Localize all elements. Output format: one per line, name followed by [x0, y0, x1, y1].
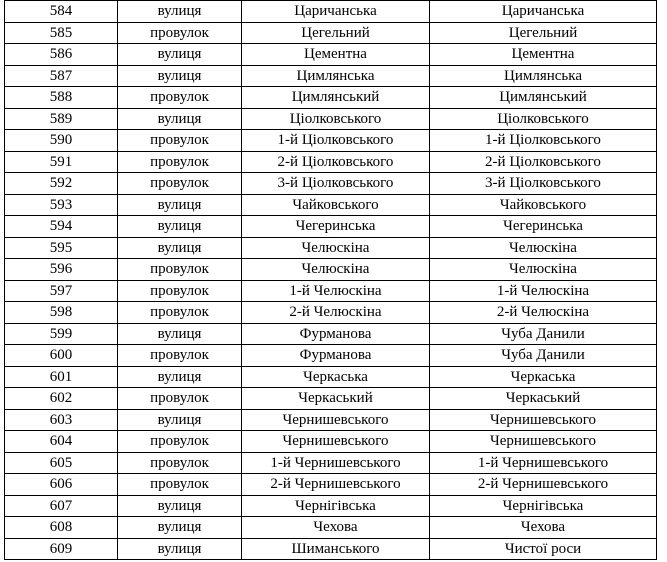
street-type-cell: провулок: [118, 302, 242, 324]
new-name-cell: Цементна: [430, 44, 657, 66]
street-type-cell: вулиця: [118, 108, 242, 130]
new-name-cell: Чистої роси: [430, 538, 657, 560]
street-type-cell: вулиця: [118, 216, 242, 238]
table-row: [5, 538, 657, 560]
row-number-cell: 598: [5, 302, 118, 324]
row-number-cell: 599: [5, 323, 118, 345]
new-name-cell: Челюскіна: [430, 237, 657, 259]
street-type-cell: вулиця: [118, 237, 242, 259]
new-name-cell: Чернишевського: [430, 409, 657, 431]
old-name-cell: 2-й Челюскіна: [242, 302, 430, 324]
old-name-cell: 1-й Чернишевського: [242, 452, 430, 474]
old-name-cell: Черкаський: [242, 388, 430, 410]
old-name-cell: Цимлянська: [242, 65, 430, 87]
old-name-cell: Цегельний: [242, 22, 430, 44]
row-number-cell: 589: [5, 108, 118, 130]
table-row: [5, 44, 657, 66]
old-name-cell: Чернишевського: [242, 431, 430, 453]
new-name-cell: Цимлянський: [430, 87, 657, 109]
table-body: [5, 1, 657, 560]
old-name-cell: Чегеринська: [242, 216, 430, 238]
row-number-cell: 600: [5, 345, 118, 367]
new-name-cell: Чуба Данили: [430, 323, 657, 345]
table-row: [5, 409, 657, 431]
table-row: [5, 237, 657, 259]
old-name-cell: Шиманського: [242, 538, 430, 560]
street-type-cell: вулиця: [118, 495, 242, 517]
table-row: [5, 431, 657, 453]
new-name-cell: Ціолковського: [430, 108, 657, 130]
old-name-cell: Чехова: [242, 517, 430, 539]
street-type-cell: вулиця: [118, 44, 242, 66]
row-number-cell: 606: [5, 474, 118, 496]
old-name-cell: Челюскіна: [242, 259, 430, 281]
table-row: [5, 1, 657, 23]
old-name-cell: 1-й Челюскіна: [242, 280, 430, 302]
table-row: [5, 345, 657, 367]
row-number-cell: 586: [5, 44, 118, 66]
new-name-cell: Черкаська: [430, 366, 657, 388]
table-row: [5, 366, 657, 388]
row-number-cell: 609: [5, 538, 118, 560]
old-name-cell: Чернишевського: [242, 409, 430, 431]
table-row: [5, 517, 657, 539]
old-name-cell: 2-й Ціолковського: [242, 151, 430, 173]
row-number-cell: 602: [5, 388, 118, 410]
old-name-cell: Челюскіна: [242, 237, 430, 259]
new-name-cell: Чехова: [430, 517, 657, 539]
new-name-cell: Чернігівська: [430, 495, 657, 517]
street-type-cell: вулиця: [118, 65, 242, 87]
new-name-cell: Черкаський: [430, 388, 657, 410]
street-type-cell: провулок: [118, 431, 242, 453]
new-name-cell: Чернишевського: [430, 431, 657, 453]
street-type-cell: вулиця: [118, 323, 242, 345]
old-name-cell: Цементна: [242, 44, 430, 66]
table-row: [5, 323, 657, 345]
old-name-cell: Ціолковського: [242, 108, 430, 130]
new-name-cell: Цегельний: [430, 22, 657, 44]
street-type-cell: провулок: [118, 151, 242, 173]
table-row: [5, 474, 657, 496]
table-row: [5, 22, 657, 44]
table-row: [5, 259, 657, 281]
table-row: [5, 302, 657, 324]
row-number-cell: 593: [5, 194, 118, 216]
street-type-cell: вулиця: [118, 538, 242, 560]
row-number-cell: 590: [5, 130, 118, 152]
old-name-cell: Чайковського: [242, 194, 430, 216]
row-number-cell: 604: [5, 431, 118, 453]
row-number-cell: 603: [5, 409, 118, 431]
row-number-cell: 588: [5, 87, 118, 109]
row-number-cell: 608: [5, 517, 118, 539]
table-row: [5, 151, 657, 173]
street-type-cell: вулиця: [118, 1, 242, 23]
row-number-cell: 601: [5, 366, 118, 388]
old-name-cell: Черкаська: [242, 366, 430, 388]
new-name-cell: 1-й Ціолковського: [430, 130, 657, 152]
row-number-cell: 591: [5, 151, 118, 173]
row-number-cell: 596: [5, 259, 118, 281]
table-row: [5, 216, 657, 238]
new-name-cell: 2-й Ціолковського: [430, 151, 657, 173]
street-type-cell: провулок: [118, 259, 242, 281]
new-name-cell: 1-й Чернишевського: [430, 452, 657, 474]
new-name-cell: 2-й Чернишевського: [430, 474, 657, 496]
new-name-cell: 2-й Челюскіна: [430, 302, 657, 324]
table-row: [5, 280, 657, 302]
table-row: [5, 495, 657, 517]
table-row: [5, 65, 657, 87]
street-type-cell: провулок: [118, 130, 242, 152]
new-name-cell: Чегеринська: [430, 216, 657, 238]
table-row: [5, 108, 657, 130]
old-name-cell: Цимлянський: [242, 87, 430, 109]
row-number-cell: 605: [5, 452, 118, 474]
street-type-cell: вулиця: [118, 366, 242, 388]
table-row: [5, 452, 657, 474]
old-name-cell: 3-й Ціолковського: [242, 173, 430, 195]
street-type-cell: провулок: [118, 345, 242, 367]
row-number-cell: 585: [5, 22, 118, 44]
table-row: [5, 194, 657, 216]
street-type-cell: вулиця: [118, 194, 242, 216]
table-row: [5, 87, 657, 109]
new-name-cell: Чайковського: [430, 194, 657, 216]
new-name-cell: 3-й Ціолковського: [430, 173, 657, 195]
row-number-cell: 584: [5, 1, 118, 23]
row-number-cell: 595: [5, 237, 118, 259]
street-type-cell: провулок: [118, 452, 242, 474]
street-type-cell: вулиця: [118, 517, 242, 539]
table-row: [5, 173, 657, 195]
street-type-cell: провулок: [118, 173, 242, 195]
table-row: [5, 130, 657, 152]
table-row: [5, 388, 657, 410]
row-number-cell: 597: [5, 280, 118, 302]
new-name-cell: Чуба Данили: [430, 345, 657, 367]
old-name-cell: Царичанська: [242, 1, 430, 23]
new-name-cell: Царичанська: [430, 1, 657, 23]
street-type-cell: вулиця: [118, 409, 242, 431]
row-number-cell: 587: [5, 65, 118, 87]
street-renaming-table: [4, 0, 657, 560]
row-number-cell: 607: [5, 495, 118, 517]
street-type-cell: провулок: [118, 22, 242, 44]
new-name-cell: Челюскіна: [430, 259, 657, 281]
old-name-cell: Чернігівська: [242, 495, 430, 517]
row-number-cell: 594: [5, 216, 118, 238]
row-number-cell: 592: [5, 173, 118, 195]
new-name-cell: 1-й Челюскіна: [430, 280, 657, 302]
street-type-cell: провулок: [118, 87, 242, 109]
old-name-cell: Фурманова: [242, 345, 430, 367]
old-name-cell: 1-й Ціолковського: [242, 130, 430, 152]
old-name-cell: Фурманова: [242, 323, 430, 345]
street-type-cell: провулок: [118, 388, 242, 410]
old-name-cell: 2-й Чернишевського: [242, 474, 430, 496]
street-type-cell: провулок: [118, 280, 242, 302]
street-type-cell: провулок: [118, 474, 242, 496]
new-name-cell: Цимлянська: [430, 65, 657, 87]
